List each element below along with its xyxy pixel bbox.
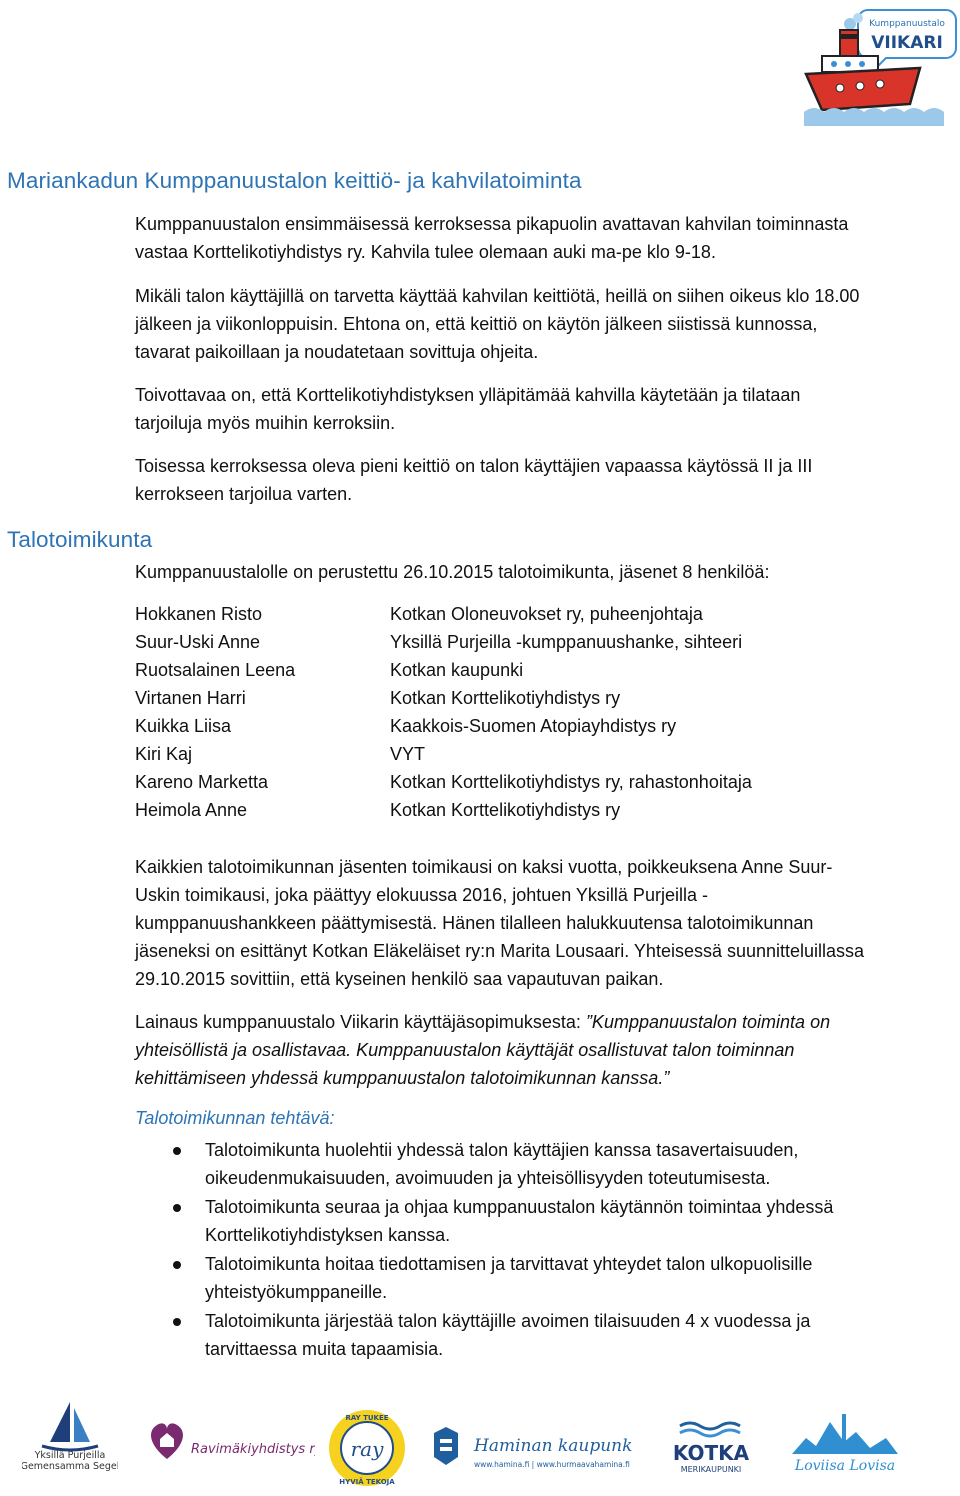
viikari-logo [800,4,958,128]
ray-logo [328,1406,406,1488]
task-line: Talotoimikunta seuraa ja ohjaa kumppanuustalon käytännön toimintaa yhdessä [205,1197,834,1217]
paragraph-cafe [135,210,925,266]
member-name: Heimola Anne [135,800,248,820]
svg-text:Yksillä Purjeilla: Yksillä Purjeilla [34,1450,106,1461]
task-item [135,1193,925,1249]
member-org: VYT [390,744,426,764]
member-name: Virtanen Harri [135,688,246,708]
member-org: Kotkan kaupunki [390,660,524,680]
paragraph-line: tavarat paikoillaan ja noudatetaan sovittuja ohjeita. [135,342,539,362]
svg-text:ray: ray [350,1437,384,1461]
member-name: Kareno Marketta [135,772,269,792]
paragraph-line: jälkeen ja viikonloppuisin. Ehtona on, että keittiö on käytön jälkeen siistissä kunnossa, [135,314,818,334]
committee-intro [135,558,925,586]
svg-text:Gemensamma Segel: Gemensamma Segel [22,1461,118,1472]
task-item [135,1307,925,1363]
member-org: Kotkan Korttelikotiyhdistys ry [390,688,621,708]
paragraph-line: Mikäli talon käyttäjillä on tarvetta käyttää kahvilan keittiötä, heillä on siihen oikeus klo 18.00 [135,286,860,306]
quote-intro: Lainaus kumppanuustalo Viikarin käyttäjäsopimuksesta: [135,1012,586,1032]
logo-text-top: Kumppanuustalo [869,19,945,29]
member-name: Kiri Kaj [135,744,193,764]
quote-text: kehittämiseen yhdessä kumppanuustalon talotoimikunnan kanssa.” [135,1068,670,1088]
svg-text:Ravimäkiyhdistys ry: Ravimäkiyhdistys ry [191,1442,315,1457]
member-org: Yksillä Purjeilla -kumppanuushanke, sihteeri [390,632,743,652]
section-title-committee: Talotoimikunta [7,527,153,552]
member-name: Ruotsalainen Leena [135,660,296,680]
quote-text: yhteisöllistä ja osallistavaa. Kumppanuustalon käyttäjät osallistuvat talon toiminnan [135,1040,795,1060]
paragraph-line: Kumppanuustalolle on perustettu 26.10.2015 talotoimikunta, jäsenet 8 henkilöä: [135,562,770,582]
bullet-icon [173,1204,181,1212]
paragraph-line: kumppanuushankkeen päättymisestä. Hänen tilalleen halukkuutensa talotoimikunnan [135,913,814,933]
paragraph-line [135,1008,925,1036]
task-line: oikeudenmukaisuuden, avoimuuden ja yhteisöllisyyden toteutumisesta. [205,1168,771,1188]
task-line: Talotoimikunta järjestää talon käyttäjille avoimen tilaisuuden 4 x vuodessa ja [205,1311,811,1331]
task-item [135,1250,925,1306]
svg-text:HYVIÄ TEKOJA: HYVIÄ TEKOJA [339,1478,395,1486]
task-line: Korttelikotiyhdistyksen kanssa. [205,1225,451,1245]
paragraph-second-floor [135,452,925,508]
paragraph-kitchen-use [135,282,925,366]
loviisa-logo [786,1408,904,1476]
paragraph-term [135,853,925,993]
task-item [135,1136,925,1192]
yksilla-purjeilla-logo [22,1398,118,1472]
svg-text:www.hamina.fi | www.hurmaavaha: www.hamina.fi | www.hurmaavahamina.fi [474,1460,630,1469]
paragraph-line: tarjoiluja myös muihin kerroksiin. [135,413,396,433]
svg-text:RAY TUKEE: RAY TUKEE [345,1414,389,1422]
paragraph-line: jäseneksi on esittänyt Kotkan Eläkeläiset ry:n Marita Lousaari. Yhteisessä suunnitteluillassa [135,941,865,961]
bullet-icon [173,1318,181,1326]
paragraph-line: Uskin toimikausi, joka päättyy elokuussa 2016, johtuen Yksillä Purjeilla - [135,885,708,905]
member-name: Suur-Uski Anne [135,632,261,652]
tasks-list [135,1136,925,1364]
bullet-icon [173,1261,181,1269]
member-org: Kotkan Korttelikotiyhdistys ry, rahastonhoitaja [390,772,752,792]
member-org: Kotkan Korttelikotiyhdistys ry [390,800,621,820]
paragraph-line: vastaa Korttelikotiyhdistys ry. Kahvila tulee olemaan auki ma-pe klo 9-18. [135,242,716,262]
member-org: Kotkan Oloneuvokset ry, puheenjohtaja [390,604,703,624]
logo-text-main: VIIKARI [871,33,943,53]
paragraph-line: Toisessa kerroksessa oleva pieni keittiö on talon käyttäjien vapaassa käytössä II ja III [135,456,813,476]
ravimakiyhdistys-logo [145,1415,315,1465]
svg-text:Haminan kaupunki: Haminan kaupunki [474,1436,632,1456]
member-org: Kaakkois-Suomen Atopiayhdistys ry [390,716,677,736]
member-name: Kuikka Liisa [135,716,232,736]
paragraph-catering [135,381,925,437]
task-line: Talotoimikunta hoitaa tiedottamisen ja tarvittavat yhteydet talon ulkopuolisille [205,1254,813,1274]
task-line: tarvittaessa muita tapaamisia. [205,1339,444,1359]
svg-text:MERIKAUPUNKI: MERIKAUPUNKI [680,1465,742,1474]
paragraph-line: Kumppanuustalon ensimmäisessä kerroksessa pikapuolin avattavan kahvilan toiminnasta [135,214,849,234]
svg-text:Loviisa Lovisa: Loviisa Lovisa [794,1458,896,1474]
paragraph-line [135,1036,925,1064]
quote-text: ”Kumppanuustalon toiminta on [585,1012,831,1032]
paragraph-line: Toivottavaa on, että Korttelikotiyhdistyksen ylläpitämää kahvilla käytetään ja tilataan [135,385,801,405]
paragraph-quote [135,1008,925,1092]
kotka-logo [670,1418,752,1476]
hamina-logo [428,1425,632,1477]
paragraph-line: 29.10.2015 sovittiin, että kyseinen henkilö saa vapautuvan paikan. [135,969,664,989]
paragraph-line: kerrokseen tarjoilua varten. [135,484,353,504]
paragraph-line: Kaikkien talotoimikunnan jäsenten toimikausi on kaksi vuotta, poikkeuksena Anne Suur- [135,857,833,877]
member-name: Hokkanen Risto [135,604,263,624]
task-line: Talotoimikunta huolehtii yhdessä talon käyttäjien kanssa tasavertaisuuden, [205,1140,799,1160]
svg-text:KOTKA: KOTKA [672,1441,750,1465]
section-title-kitchen: Mariankadun Kumppanuustalon keittiö- ja kahvilatoiminta [7,168,582,193]
bullet-icon [173,1147,181,1155]
paragraph-line [135,1064,925,1092]
task-line: yhteistyökumppaneille. [205,1282,388,1302]
tasks-title: Talotoimikunnan tehtävä: [135,1108,335,1128]
